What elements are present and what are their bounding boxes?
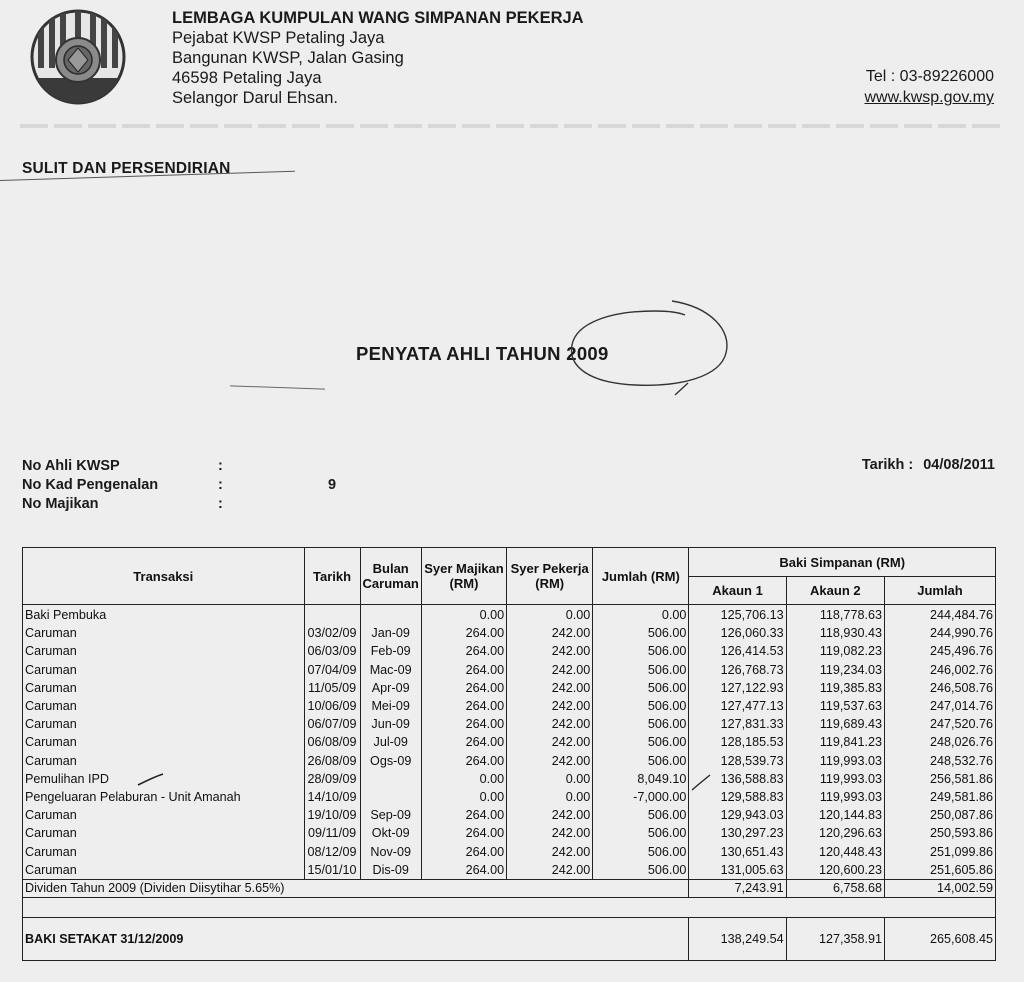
cell-akaun1: 126,768.73 (689, 661, 786, 679)
cell-akaun1: 127,477.13 (689, 697, 786, 715)
cell-bulan (360, 605, 421, 625)
kwsp-logo (30, 8, 126, 106)
cell-tarikh: 11/05/09 (304, 679, 360, 697)
cell-akaun2: 119,385.83 (786, 679, 884, 697)
table-row (23, 770, 996, 788)
pen-mark (230, 385, 325, 389)
cell-baki-jumlah: 244,990.76 (884, 624, 995, 642)
cell-syer-pekerja: 242.00 (507, 679, 593, 697)
cell-akaun2: 119,082.23 (786, 642, 884, 660)
cell-akaun2: 119,841.23 (786, 733, 884, 751)
address-line: Selangor Darul Ehsan. (172, 89, 339, 107)
cell-baki-jumlah: 246,508.76 (884, 679, 995, 697)
cell-baki-jumlah: 248,026.76 (884, 733, 995, 751)
cell-tarikh: 28/09/09 (304, 770, 360, 788)
cell-syer-pekerja: 242.00 (507, 752, 593, 770)
cell-akaun1: 128,185.53 (689, 733, 786, 751)
table-row (23, 642, 996, 660)
cell-akaun2: 120,296.63 (786, 824, 884, 842)
col-header-baki-simpanan: Baki Simpanan (RM) (689, 548, 996, 577)
cell-akaun2: 118,778.63 (786, 605, 884, 625)
document-title: PENYATA AHLI TAHUN 2009 (356, 343, 609, 364)
closing-label: BAKI SETAKAT 31/12/2009 (23, 917, 689, 960)
cell-syer-pekerja: 0.00 (507, 770, 593, 788)
dividend-row (23, 879, 996, 897)
cell-transaksi: Caruman (23, 661, 305, 679)
cell-syer-pekerja: 242.00 (507, 661, 593, 679)
col-header-bulan: Bulan Caruman (360, 548, 421, 605)
table-row (23, 733, 996, 751)
cell-transaksi: Caruman (23, 679, 305, 697)
statement-date (862, 457, 995, 473)
col-header-baki-jumlah: Jumlah (884, 577, 995, 605)
member-row (22, 476, 336, 495)
cell-syer-majikan: 264.00 (421, 733, 506, 751)
cell-transaksi: Caruman (23, 806, 305, 824)
dividend-label: Dividen Tahun 2009 (Dividen Diisytihar 5.65%) (23, 879, 689, 897)
cell-syer-pekerja: 242.00 (507, 861, 593, 880)
cell-bulan: Nov-09 (360, 842, 421, 860)
member-value: 9 (328, 477, 337, 493)
organization-name: LEMBAGA KUMPULAN WANG SIMPANAN PEKERJA (172, 9, 584, 27)
cell-akaun1: 136,588.83 (689, 770, 786, 788)
cell-tarikh: 07/04/09 (304, 661, 360, 679)
cell-akaun1: 130,297.23 (689, 824, 786, 842)
cell-jumlah: 506.00 (593, 733, 689, 751)
cell-akaun1: 127,831.33 (689, 715, 786, 733)
cell-baki-jumlah: 247,520.76 (884, 715, 995, 733)
cell-tarikh: 10/06/09 (304, 697, 360, 715)
cell-jumlah: 506.00 (593, 752, 689, 770)
cell-jumlah: 506.00 (593, 661, 689, 679)
cell-bulan: Feb-09 (360, 642, 421, 660)
cell-syer-pekerja: 242.00 (507, 624, 593, 642)
cell-syer-pekerja: 0.00 (507, 788, 593, 806)
cell-bulan (360, 770, 421, 788)
address-line: Bangunan KWSP, Jalan Gasing (172, 49, 404, 67)
cell-akaun2: 119,993.03 (786, 770, 884, 788)
cell-syer-pekerja: 242.00 (507, 842, 593, 860)
cell-transaksi: Pengeluaran Pelaburan - Unit Amanah (23, 788, 305, 806)
cell-akaun1: 125,706.13 (689, 605, 786, 625)
cell-akaun1: 130,651.43 (689, 842, 786, 860)
scan-artifact-line (20, 124, 1004, 128)
cell-akaun1: 129,943.03 (689, 806, 786, 824)
cell-tarikh: 06/08/09 (304, 733, 360, 751)
dividend-akaun2: 6,758.68 (786, 879, 884, 897)
cell-syer-majikan: 0.00 (421, 788, 506, 806)
cell-akaun2: 120,144.83 (786, 806, 884, 824)
closing-jumlah: 265,608.45 (884, 917, 995, 960)
cell-akaun2: 119,537.63 (786, 697, 884, 715)
cell-syer-majikan: 0.00 (421, 605, 506, 625)
table-row (23, 806, 996, 824)
cell-bulan: Dis-09 (360, 861, 421, 880)
table-row (23, 824, 996, 842)
cell-transaksi: Caruman (23, 642, 305, 660)
cell-tarikh (304, 605, 360, 625)
cell-baki-jumlah: 247,014.76 (884, 697, 995, 715)
col-header-tarikh: Tarikh (304, 548, 360, 605)
handwritten-circle-mark (560, 295, 735, 405)
cell-syer-majikan: 264.00 (421, 679, 506, 697)
cell-transaksi: Caruman (23, 842, 305, 860)
cell-jumlah: 506.00 (593, 842, 689, 860)
address-line: 46598 Petaling Jaya (172, 69, 322, 87)
cell-akaun1: 126,060.33 (689, 624, 786, 642)
cell-syer-pekerja: 242.00 (507, 806, 593, 824)
cell-syer-majikan: 264.00 (421, 842, 506, 860)
cell-jumlah: 506.00 (593, 697, 689, 715)
cell-baki-jumlah: 248,532.76 (884, 752, 995, 770)
tick-mark (136, 772, 166, 788)
cell-baki-jumlah: 251,605.86 (884, 861, 995, 880)
cell-bulan: Okt-09 (360, 824, 421, 842)
cell-jumlah: 506.00 (593, 679, 689, 697)
cell-syer-majikan: 264.00 (421, 824, 506, 842)
cell-syer-majikan: 264.00 (421, 752, 506, 770)
closing-akaun1: 138,249.54 (689, 917, 786, 960)
classification-label: SULIT DAN PERSENDIRIAN (22, 160, 231, 177)
cell-syer-pekerja: 242.00 (507, 824, 593, 842)
table-row (23, 842, 996, 860)
cell-bulan: Jan-09 (360, 624, 421, 642)
cell-syer-pekerja: 242.00 (507, 697, 593, 715)
member-row (22, 457, 336, 476)
cell-tarikh: 09/11/09 (304, 824, 360, 842)
cell-transaksi: Baki Pembuka (23, 605, 305, 625)
table-row (23, 624, 996, 642)
closing-akaun2: 127,358.91 (786, 917, 884, 960)
cell-syer-majikan: 0.00 (421, 770, 506, 788)
cell-transaksi: Caruman (23, 624, 305, 642)
cell-transaksi: Pemulihan IPD (23, 770, 305, 788)
cell-syer-majikan: 264.00 (421, 715, 506, 733)
dividend-jumlah: 14,002.59 (884, 879, 995, 897)
cell-jumlah: 506.00 (593, 861, 689, 880)
cell-akaun1: 127,122.93 (689, 679, 786, 697)
statement-table (22, 547, 996, 961)
cell-akaun2: 118,930.43 (786, 624, 884, 642)
cell-tarikh: 14/10/09 (304, 788, 360, 806)
cell-jumlah: -7,000.00 (593, 788, 689, 806)
cell-baki-jumlah: 249,581.86 (884, 788, 995, 806)
col-header-transaksi: Transaksi (23, 548, 305, 605)
cell-transaksi: Caruman (23, 697, 305, 715)
cell-jumlah: 506.00 (593, 624, 689, 642)
tick-mark (690, 772, 712, 794)
cell-akaun2: 119,234.03 (786, 661, 884, 679)
telephone: Tel : 03-89226000 (865, 68, 994, 85)
cell-transaksi: Caruman (23, 715, 305, 733)
cell-akaun1: 129,588.83 (689, 788, 786, 806)
cell-baki-jumlah: 256,581.86 (884, 770, 995, 788)
colon: : (218, 477, 223, 493)
cell-transaksi: Caruman (23, 733, 305, 751)
col-header-akaun2: Akaun 2 (786, 577, 884, 605)
cell-jumlah: 506.00 (593, 806, 689, 824)
cell-baki-jumlah: 250,087.86 (884, 806, 995, 824)
col-header-syer-majikan: Syer Majikan (RM) (421, 548, 506, 605)
cell-akaun1: 128,539.73 (689, 752, 786, 770)
cell-tarikh: 19/10/09 (304, 806, 360, 824)
dividend-akaun1: 7,243.91 (689, 879, 786, 897)
member-label: No Majikan (22, 496, 99, 512)
col-header-syer-pekerja: Syer Pekerja (RM) (507, 548, 593, 605)
colon: : (218, 496, 223, 512)
table-row (23, 661, 996, 679)
cell-jumlah: 506.00 (593, 824, 689, 842)
col-header-jumlah: Jumlah (RM) (593, 548, 689, 605)
cell-transaksi: Caruman (23, 824, 305, 842)
cell-bulan: Apr-09 (360, 679, 421, 697)
table-row (23, 605, 996, 625)
cell-bulan: Ogs-09 (360, 752, 421, 770)
cell-jumlah: 8,049.10 (593, 770, 689, 788)
address-line: Pejabat KWSP Petaling Jaya (172, 29, 385, 47)
cell-akaun2: 120,448.43 (786, 842, 884, 860)
table-row (23, 715, 996, 733)
cell-akaun1: 126,414.53 (689, 642, 786, 660)
cell-transaksi: Caruman (23, 752, 305, 770)
cell-bulan: Sep-09 (360, 806, 421, 824)
member-row (22, 495, 336, 514)
cell-akaun1: 131,005.63 (689, 861, 786, 880)
cell-syer-majikan: 264.00 (421, 661, 506, 679)
cell-bulan: Jul-09 (360, 733, 421, 751)
cell-tarikh: 06/07/09 (304, 715, 360, 733)
cell-tarikh: 06/03/09 (304, 642, 360, 660)
cell-bulan: Mei-09 (360, 697, 421, 715)
cell-tarikh: 08/12/09 (304, 842, 360, 860)
blank-row (23, 897, 996, 917)
colon: : (218, 458, 223, 474)
member-label: No Kad Pengenalan (22, 477, 159, 493)
organization-block (172, 8, 584, 108)
cell-syer-majikan: 264.00 (421, 642, 506, 660)
cell-jumlah: 0.00 (593, 605, 689, 625)
date-label: Tarikh : (861, 457, 914, 473)
date-value: 04/08/2011 (923, 457, 995, 473)
contact-block (864, 66, 994, 108)
website-link[interactable]: www.kwsp.gov.my (864, 89, 994, 106)
cell-akaun2: 119,689.43 (786, 715, 884, 733)
col-header-akaun1: Akaun 1 (689, 577, 786, 605)
cell-syer-majikan: 264.00 (421, 861, 506, 880)
cell-jumlah: 506.00 (593, 642, 689, 660)
table-row (23, 752, 996, 770)
cell-transaksi: Caruman (23, 861, 305, 880)
cell-syer-pekerja: 242.00 (507, 642, 593, 660)
cell-syer-pekerja: 242.00 (507, 733, 593, 751)
cell-tarikh: 03/02/09 (304, 624, 360, 642)
cell-tarikh: 26/08/09 (304, 752, 360, 770)
cell-baki-jumlah: 246,002.76 (884, 661, 995, 679)
member-info (22, 457, 336, 514)
cell-bulan: Jun-09 (360, 715, 421, 733)
table-header-row (23, 548, 996, 577)
table-row (23, 788, 996, 806)
cell-tarikh: 15/01/10 (304, 861, 360, 880)
closing-balance-row (23, 917, 996, 960)
cell-akaun2: 119,993.03 (786, 752, 884, 770)
cell-syer-pekerja: 0.00 (507, 605, 593, 625)
cell-baki-jumlah: 245,496.76 (884, 642, 995, 660)
table-row (23, 697, 996, 715)
transaction-rows (23, 605, 996, 880)
cell-syer-majikan: 264.00 (421, 697, 506, 715)
cell-syer-majikan: 264.00 (421, 624, 506, 642)
cell-baki-jumlah: 251,099.86 (884, 842, 995, 860)
cell-akaun2: 120,600.23 (786, 861, 884, 880)
table-row (23, 861, 996, 880)
member-label: No Ahli KWSP (22, 458, 120, 474)
cell-baki-jumlah: 244,484.76 (884, 605, 995, 625)
cell-baki-jumlah: 250,593.86 (884, 824, 995, 842)
cell-akaun2: 119,993.03 (786, 788, 884, 806)
cell-bulan: Mac-09 (360, 661, 421, 679)
table-row (23, 679, 996, 697)
cell-syer-pekerja: 242.00 (507, 715, 593, 733)
cell-jumlah: 506.00 (593, 715, 689, 733)
cell-syer-majikan: 264.00 (421, 806, 506, 824)
cell-bulan (360, 788, 421, 806)
